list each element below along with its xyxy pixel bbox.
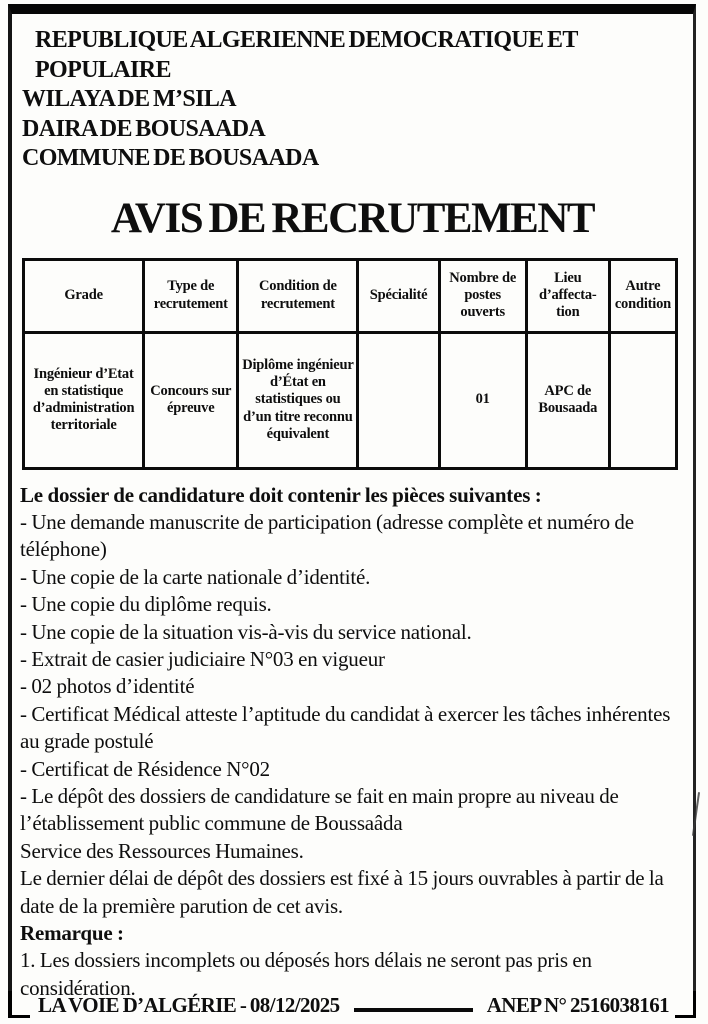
col-header-postes: Nombre de postes ouverts xyxy=(439,259,526,332)
bottom-right-corner-bracket xyxy=(675,991,696,1018)
requirement-item: - Extrait de casier judiciaire N°03 en vigueur xyxy=(20,646,385,671)
col-header-condition: Condition de recrutement xyxy=(238,259,358,332)
commune-line: COMMUNE DE BOUSAADA xyxy=(22,145,319,171)
col-header-type: Type de recrutement xyxy=(144,259,238,332)
cell-grade: Ingénieur d’Etat en statistique d’administration territoriale xyxy=(24,332,144,468)
publication-footer xyxy=(8,991,696,1018)
wilaya-line: WILAYA DE M’SILA xyxy=(22,86,237,112)
requirement-item: - Une copie du diplôme requis. xyxy=(20,592,272,617)
notice-content xyxy=(12,14,693,1002)
col-header-lieu: Lieu d’affecta-tion xyxy=(526,259,609,332)
republic-line: REPUBLIQUE ALGERIENNE DEMOCRATIQUE ET POPULAIRE xyxy=(35,27,578,83)
cell-specialite xyxy=(358,332,439,468)
requirement-item: - Une demande manuscrite de participation (adresse complète et numéro de téléphone) xyxy=(20,509,634,562)
requirement-item: Service des Ressources Humaines. xyxy=(20,838,304,863)
cell-condition: Diplôme ingénieur d’État en statistiques ou d’un titre reconnu équivalent xyxy=(238,332,358,468)
cell-postes: 01 xyxy=(439,332,526,468)
requirements-intro: Le dossier de candidature doit contenir les pièces suivantes : xyxy=(20,482,542,507)
notice-title: AVIS DE RECRUTEMENT xyxy=(110,194,595,242)
publication-name-date: LA VOIE D’ALGÉRIE - 08/12/2025 xyxy=(38,993,340,1017)
col-header-grade: Grade xyxy=(24,259,144,332)
requirement-item: - Le dépôt des dossiers de candidature se fait en main propre au niveau de l’établissement public commune de Boussaâda xyxy=(20,783,619,836)
table-row xyxy=(24,332,677,468)
cell-autre xyxy=(609,332,676,468)
requirement-item: - 02 photos d’identité xyxy=(20,674,195,699)
scan-artifact-mark xyxy=(692,792,700,836)
table-header-row xyxy=(24,259,677,332)
requirement-item: - Certificat Médical atteste l’aptitude du candidat à exercer les tâches inhérentes au grade postulé xyxy=(20,701,671,754)
cell-lieu: APC de Bousaada xyxy=(526,332,609,468)
bottom-left-corner-bracket xyxy=(8,991,30,1018)
requirement-item: - Certificat de Résidence N°02 xyxy=(20,756,270,781)
anep-number: ANEP N° 2516038161 xyxy=(486,993,669,1017)
requirements-section xyxy=(20,482,684,1003)
remark-title: Remarque : xyxy=(20,921,124,945)
administrative-header xyxy=(22,26,693,174)
daira-line: DAIRA DE BOUSAADA xyxy=(22,115,266,142)
cell-type: Concours sur épreuve xyxy=(144,332,238,468)
footer-divider-rule xyxy=(354,1008,473,1012)
vacancy-table xyxy=(22,258,678,470)
col-header-specialite: Spécialité xyxy=(358,259,439,332)
requirement-item: - Une copie de la situation vis-à-vis du service national. xyxy=(20,619,472,644)
col-header-autre: Autre condition xyxy=(609,259,676,332)
remark-item: 1. Les dossiers incomplets ou déposés hors délais ne seront pas pris en considération. xyxy=(20,948,592,1000)
requirement-item: Le dernier délai de dépôt des dossiers est fixé à 15 jours ouvrables à partir de la date de la première parution de cet avis. xyxy=(20,866,664,918)
requirement-item: - Une copie de la carte nationale d’identité. xyxy=(20,564,371,589)
